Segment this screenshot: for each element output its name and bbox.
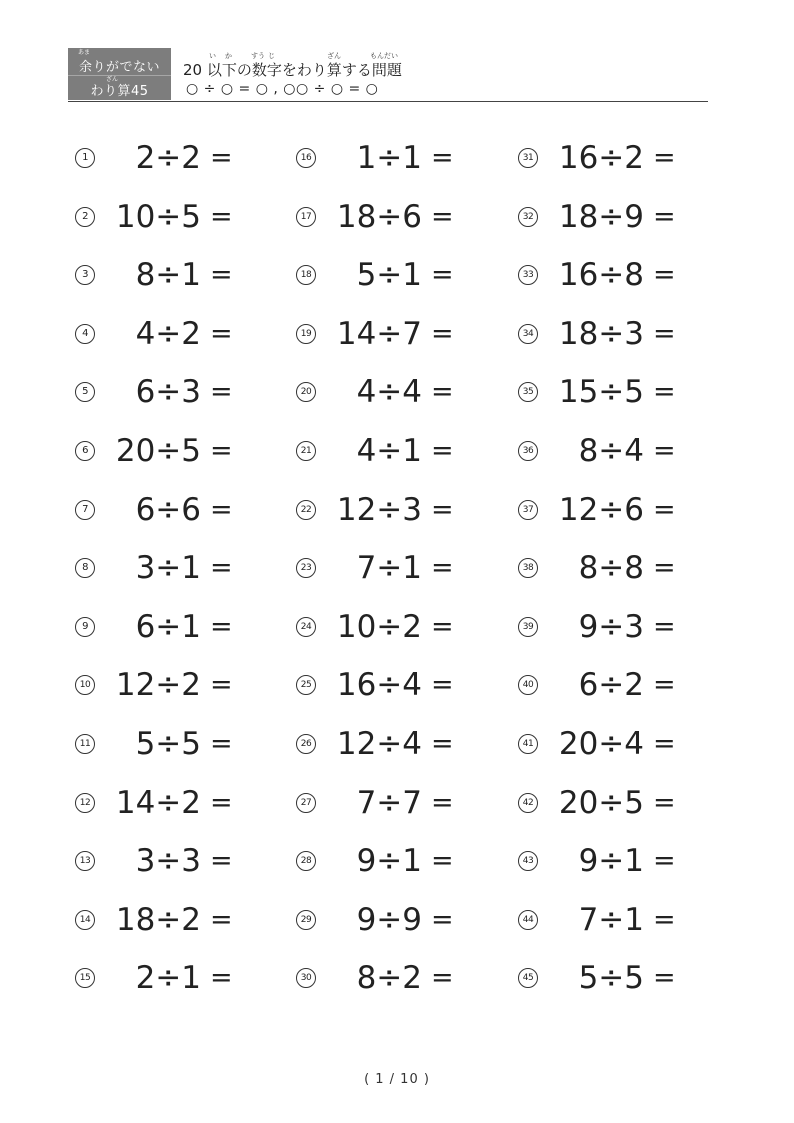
equals-sign: = (653, 903, 676, 935)
problem-number: 35 (518, 382, 538, 402)
division-expression: 7÷7 (356, 784, 422, 821)
equals-sign: = (431, 200, 454, 232)
division-expression: 12÷3 (336, 491, 422, 528)
problem-number: 15 (75, 968, 95, 988)
division-expression: 20÷5 (115, 433, 201, 469)
division-expression: 7÷1 (578, 901, 644, 938)
division-expression: 6÷2 (578, 667, 644, 704)
division-expression: 6÷3 (135, 374, 201, 411)
division-expression: 2÷1 (135, 960, 201, 997)
problem-number: 19 (296, 324, 316, 344)
equals-sign: = (210, 786, 233, 818)
problem-number: 34 (518, 324, 538, 344)
division-expression: 9÷9 (356, 901, 422, 938)
division-expression: 1÷1 (356, 140, 422, 176)
problem-number: 40 (518, 675, 538, 695)
category-badge (68, 48, 171, 100)
problem-number: 7 (75, 500, 95, 520)
equals-sign: = (431, 435, 454, 466)
problem-number: 38 (518, 558, 538, 578)
division-expression: 9÷1 (578, 843, 644, 880)
equals-sign: = (431, 493, 454, 525)
problem-number: 26 (296, 734, 316, 754)
equals-sign: = (653, 493, 676, 525)
division-expression: 20÷4 (558, 726, 644, 762)
division-expression: 6÷1 (135, 608, 201, 645)
equals-sign: = (653, 610, 676, 642)
equals-sign: = (431, 845, 454, 877)
title-ruby-suu: すう (251, 52, 265, 60)
equals-sign: = (210, 435, 233, 466)
problem-number: 14 (75, 910, 95, 930)
badge-divider (68, 75, 171, 76)
title-ruby-i: い (209, 52, 216, 60)
equals-sign: = (653, 728, 676, 759)
problem-number: 13 (75, 851, 95, 871)
division-expression: 7÷1 (356, 550, 422, 587)
title-ruby-mondai: もんだい (370, 52, 398, 60)
badge-worksheet-number: わり算45 (90, 84, 149, 99)
equals-sign: = (653, 962, 676, 994)
badge-ruby-amari: あま (78, 49, 91, 56)
problem-number: 22 (296, 500, 316, 520)
division-expression: 6÷6 (135, 491, 201, 528)
problem-number: 45 (518, 968, 538, 988)
division-expression: 8÷8 (578, 550, 644, 587)
equals-sign: = (653, 317, 676, 349)
equals-sign: = (653, 435, 676, 466)
badge-category-label: 余りがでない (78, 60, 160, 75)
equals-sign: = (210, 200, 233, 232)
problem-number: 30 (296, 968, 316, 988)
equals-sign: = (653, 376, 676, 408)
problem-number: 27 (296, 793, 316, 813)
problem-number: 36 (518, 441, 538, 461)
division-expression: 8÷4 (578, 433, 644, 469)
division-expression: 8÷2 (356, 960, 422, 997)
problem-number: 20 (296, 382, 316, 402)
problem-number: 5 (75, 382, 95, 402)
equals-sign: = (210, 962, 233, 994)
problem-number: 12 (75, 793, 95, 813)
problem-number: 3 (75, 265, 95, 285)
problem-number: 32 (518, 207, 538, 227)
division-expression: 18÷9 (558, 198, 644, 235)
equals-sign: = (431, 903, 454, 935)
equals-sign: = (431, 142, 454, 173)
problem-number: 8 (75, 558, 95, 578)
equals-sign: = (210, 552, 233, 584)
badge-ruby-zan: ざん (106, 76, 119, 83)
title-ruby-zan: ざん (327, 52, 341, 60)
problem-number: 6 (75, 441, 95, 461)
equals-sign: = (210, 142, 233, 173)
division-expression: 9÷3 (578, 608, 644, 645)
division-expression: 2÷2 (135, 140, 201, 176)
worksheet-title: 20 以下の数字をわり算する問題 (183, 61, 402, 79)
equals-sign: = (210, 845, 233, 877)
division-expression: 18÷2 (115, 901, 201, 938)
division-expression: 18÷3 (558, 315, 644, 352)
equals-sign: = (210, 376, 233, 408)
division-expression: 16÷2 (558, 140, 644, 176)
problem-number: 1 (75, 148, 95, 168)
equals-sign: = (210, 493, 233, 525)
equals-sign: = (653, 669, 676, 701)
division-expression: 10÷5 (115, 198, 201, 235)
title-ruby-ka: か (225, 52, 232, 60)
equals-sign: = (653, 259, 676, 291)
problem-number: 42 (518, 793, 538, 813)
problem-number: 37 (518, 500, 538, 520)
problem-number: 9 (75, 617, 95, 637)
problem-number: 11 (75, 734, 95, 754)
problem-number: 31 (518, 148, 538, 168)
division-expression: 4÷1 (356, 433, 422, 469)
division-expression: 4÷4 (356, 374, 422, 411)
problem-number: 43 (518, 851, 538, 871)
problem-number: 24 (296, 617, 316, 637)
division-expression: 5÷1 (356, 257, 422, 294)
division-expression: 3÷1 (135, 550, 201, 587)
problem-number: 18 (296, 265, 316, 285)
division-expression: 20÷5 (558, 784, 644, 821)
equals-sign: = (653, 552, 676, 584)
division-expression: 14÷2 (115, 784, 201, 821)
equals-sign: = (210, 728, 233, 759)
division-expression: 4÷2 (135, 315, 201, 352)
equals-sign: = (653, 786, 676, 818)
problem-number: 21 (296, 441, 316, 461)
problem-number: 41 (518, 734, 538, 754)
problem-number: 23 (296, 558, 316, 578)
equals-sign: = (431, 317, 454, 349)
equals-sign: = (431, 728, 454, 759)
division-expression: 3÷3 (135, 843, 201, 880)
equals-sign: = (653, 200, 676, 232)
equals-sign: = (431, 552, 454, 584)
problem-number: 2 (75, 207, 95, 227)
page-number: ( 1 / 10 ) (364, 1072, 430, 1087)
division-expression: 8÷1 (135, 257, 201, 294)
division-expression: 18÷6 (336, 198, 422, 235)
equals-sign: = (653, 845, 676, 877)
problem-number: 4 (75, 324, 95, 344)
problem-number: 16 (296, 148, 316, 168)
problem-number: 28 (296, 851, 316, 871)
problem-number: 39 (518, 617, 538, 637)
equals-sign: = (210, 669, 233, 701)
problem-number: 17 (296, 207, 316, 227)
equals-sign: = (653, 142, 676, 173)
worksheet-header (68, 45, 708, 102)
division-expression: 5÷5 (135, 726, 201, 762)
division-expression: 12÷2 (115, 667, 201, 704)
division-expression: 12÷6 (558, 491, 644, 528)
equals-sign: = (431, 259, 454, 291)
equals-sign: = (431, 376, 454, 408)
division-expression: 16÷8 (558, 257, 644, 294)
equals-sign: = (210, 317, 233, 349)
division-expression: 12÷4 (336, 726, 422, 762)
division-expression: 9÷1 (356, 843, 422, 880)
equals-sign: = (210, 903, 233, 935)
equals-sign: = (431, 786, 454, 818)
worksheet-pattern: ○ ÷ ○ = ○ , ○○ ÷ ○ = ○ (186, 81, 379, 97)
division-expression: 14÷7 (336, 315, 422, 352)
equals-sign: = (210, 259, 233, 291)
problem-number: 29 (296, 910, 316, 930)
problem-number: 33 (518, 265, 538, 285)
division-expression: 16÷4 (336, 667, 422, 704)
division-expression: 15÷5 (558, 374, 644, 411)
title-ruby-ji: じ (268, 52, 275, 60)
problem-number: 25 (296, 675, 316, 695)
problem-number: 44 (518, 910, 538, 930)
equals-sign: = (210, 610, 233, 642)
equals-sign: = (431, 962, 454, 994)
division-expression: 5÷5 (578, 960, 644, 997)
equals-sign: = (431, 669, 454, 701)
division-expression: 10÷2 (336, 608, 422, 645)
problem-number: 10 (75, 675, 95, 695)
equals-sign: = (431, 610, 454, 642)
